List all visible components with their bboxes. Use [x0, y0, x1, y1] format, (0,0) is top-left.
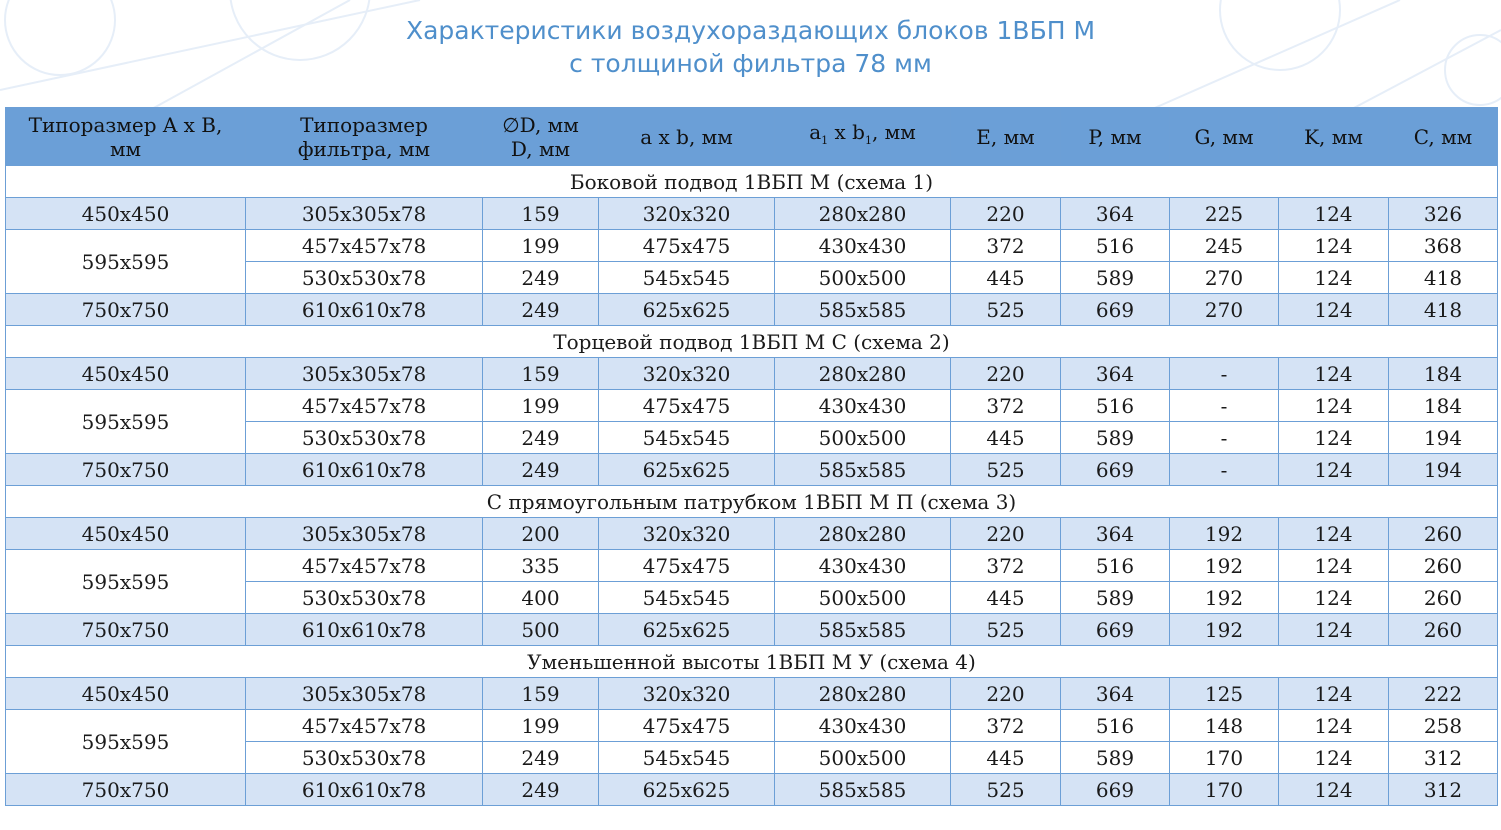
table-cell: 457x457x78 — [246, 550, 483, 582]
table-cell: 249 — [483, 422, 599, 454]
table-cell: 124 — [1279, 422, 1389, 454]
table-cell: 199 — [483, 710, 599, 742]
table-cell: 500x500 — [775, 262, 951, 294]
table-cell: 475x475 — [599, 710, 775, 742]
table-cell: 610x610x78 — [246, 774, 483, 806]
table-cell: 124 — [1279, 710, 1389, 742]
table-cell: 335 — [483, 550, 599, 582]
table-cell: 595x595 — [6, 550, 246, 614]
table-cell: 516 — [1061, 710, 1170, 742]
table-cell: 500x500 — [775, 582, 951, 614]
table-cell: 194 — [1389, 454, 1498, 486]
table-row — [6, 358, 1498, 390]
table-cell: 192 — [1170, 550, 1279, 582]
table-cell: 225 — [1170, 198, 1279, 230]
table-cell: 368 — [1389, 230, 1498, 262]
table-cell: 220 — [951, 518, 1061, 550]
table-cell: 192 — [1170, 582, 1279, 614]
table-cell: 124 — [1279, 518, 1389, 550]
table-cell: 260 — [1389, 550, 1498, 582]
table-cell: 192 — [1170, 518, 1279, 550]
table-cell: 305x305x78 — [246, 358, 483, 390]
table-cell: 500 — [483, 614, 599, 646]
header-a1b1-sub1: 1 — [821, 134, 829, 147]
table-cell: 585x585 — [775, 294, 951, 326]
table-cell: 124 — [1279, 294, 1389, 326]
table-cell: 260 — [1389, 614, 1498, 646]
table-body — [6, 166, 1498, 806]
table-cell: 372 — [951, 550, 1061, 582]
table-cell: 400 — [483, 582, 599, 614]
table-cell: 220 — [951, 678, 1061, 710]
table-cell: 625x625 — [599, 454, 775, 486]
header-size-line1: Типоразмер A x B, — [28, 112, 223, 137]
table-cell: 585x585 — [775, 454, 951, 486]
table-cell: 184 — [1389, 358, 1498, 390]
table-cell: 530x530x78 — [246, 262, 483, 294]
table-cell: 610x610x78 — [246, 294, 483, 326]
table-row — [6, 518, 1498, 550]
table-cell: 305x305x78 — [246, 518, 483, 550]
table-cell: 516 — [1061, 230, 1170, 262]
table-cell: 669 — [1061, 774, 1170, 806]
table-cell: 320x320 — [599, 198, 775, 230]
table-cell: 595x595 — [6, 710, 246, 774]
table-cell: - — [1170, 422, 1279, 454]
table-cell: 475x475 — [599, 230, 775, 262]
table-cell: 124 — [1279, 262, 1389, 294]
table-cell: 124 — [1279, 774, 1389, 806]
table-cell: 249 — [483, 294, 599, 326]
table-cell: 750x750 — [6, 774, 246, 806]
table-cell: 445 — [951, 262, 1061, 294]
table-cell: 159 — [483, 358, 599, 390]
table-cell: 430x430 — [775, 230, 951, 262]
table-cell: - — [1170, 390, 1279, 422]
table-cell: 124 — [1279, 390, 1389, 422]
table-cell: 585x585 — [775, 774, 951, 806]
table-row — [6, 390, 1498, 422]
table-cell: 669 — [1061, 454, 1170, 486]
header-diameter-line2: D, мм — [510, 136, 571, 161]
header-c: C, мм — [1389, 108, 1498, 166]
table-cell: 372 — [951, 710, 1061, 742]
section-header-row — [6, 486, 1498, 518]
table-cell: 516 — [1061, 550, 1170, 582]
table-cell: 475x475 — [599, 390, 775, 422]
table-cell: 124 — [1279, 550, 1389, 582]
table-cell: 457x457x78 — [246, 230, 483, 262]
section-header-row — [6, 166, 1498, 198]
table-cell: 372 — [951, 230, 1061, 262]
table-cell: 610x610x78 — [246, 614, 483, 646]
table-cell: 270 — [1170, 294, 1279, 326]
table-cell: 192 — [1170, 614, 1279, 646]
table-row — [6, 710, 1498, 742]
table-cell: 124 — [1279, 582, 1389, 614]
table-cell: 159 — [483, 678, 599, 710]
table-cell: 500x500 — [775, 422, 951, 454]
table-cell: 625x625 — [599, 774, 775, 806]
table-cell: 545x545 — [599, 262, 775, 294]
table-cell: 595x595 — [6, 390, 246, 454]
table-row — [6, 454, 1498, 486]
table-cell: 589 — [1061, 262, 1170, 294]
table-cell: 545x545 — [599, 582, 775, 614]
table-cell: 312 — [1389, 742, 1498, 774]
table-cell: 270 — [1170, 262, 1279, 294]
table-cell: 589 — [1061, 742, 1170, 774]
header-filter-line1: Типоразмер — [300, 112, 428, 137]
table-cell: 305x305x78 — [246, 198, 483, 230]
table-cell: 364 — [1061, 358, 1170, 390]
table-row — [6, 550, 1498, 582]
title-line-1: Характеристики воздухораздающих блоков 1ВБП М — [405, 16, 1096, 45]
table-cell: 457x457x78 — [246, 710, 483, 742]
table-row — [6, 614, 1498, 646]
header-size-line2: мм — [109, 136, 142, 161]
table-cell: 445 — [951, 742, 1061, 774]
section-title: С прямоугольным патрубком 1ВБП М П (схема 3) — [6, 486, 1498, 518]
table-cell: 750x750 — [6, 614, 246, 646]
table-cell: 124 — [1279, 678, 1389, 710]
table-cell: 585x585 — [775, 614, 951, 646]
table-cell: 669 — [1061, 614, 1170, 646]
section-title: Уменьшенной высоты 1ВБП М У (схема 4) — [6, 646, 1498, 678]
table-cell: 525 — [951, 454, 1061, 486]
table-header-row — [6, 108, 1498, 166]
table-cell: 750x750 — [6, 294, 246, 326]
header-axb: a x b, мм — [599, 108, 775, 166]
section-title: Боковой подвод 1ВБП М (схема 1) — [6, 166, 1498, 198]
table-cell: 124 — [1279, 198, 1389, 230]
table-cell: 525 — [951, 294, 1061, 326]
table-cell: 364 — [1061, 518, 1170, 550]
header-p: P, мм — [1061, 108, 1170, 166]
table-row — [6, 230, 1498, 262]
table-cell: 280x280 — [775, 678, 951, 710]
specifications-table — [5, 107, 1498, 806]
table-cell: 372 — [951, 390, 1061, 422]
table-cell: 320x320 — [599, 358, 775, 390]
section-header-row — [6, 646, 1498, 678]
table-cell: 320x320 — [599, 518, 775, 550]
table-cell: 450x450 — [6, 198, 246, 230]
table-cell: 124 — [1279, 358, 1389, 390]
table-cell: 199 — [483, 230, 599, 262]
header-a1b1-sub2: 1 — [864, 134, 872, 147]
table-cell: 750x750 — [6, 454, 246, 486]
table-cell: 124 — [1279, 614, 1389, 646]
table-cell: 610x610x78 — [246, 454, 483, 486]
table-cell: 525 — [951, 614, 1061, 646]
table-cell: 159 — [483, 198, 599, 230]
table-cell: 148 — [1170, 710, 1279, 742]
header-k: K, мм — [1279, 108, 1389, 166]
table-cell: 258 — [1389, 710, 1498, 742]
table-cell: 200 — [483, 518, 599, 550]
table-cell: 545x545 — [599, 742, 775, 774]
table-cell: 530x530x78 — [246, 422, 483, 454]
table-cell: 457x457x78 — [246, 390, 483, 422]
table-cell: 170 — [1170, 774, 1279, 806]
header-a1b1-unit: , мм — [871, 120, 916, 144]
table-cell: 625x625 — [599, 614, 775, 646]
header-filter — [246, 108, 483, 166]
table-cell: 249 — [483, 454, 599, 486]
table-cell: 245 — [1170, 230, 1279, 262]
table-cell: 280x280 — [775, 518, 951, 550]
table-cell: 530x530x78 — [246, 582, 483, 614]
table-cell: 530x530x78 — [246, 742, 483, 774]
table-cell: 170 — [1170, 742, 1279, 774]
table-cell: 418 — [1389, 262, 1498, 294]
table-cell: 220 — [951, 198, 1061, 230]
table-cell: 260 — [1389, 518, 1498, 550]
header-size — [6, 108, 246, 166]
table-cell: 516 — [1061, 390, 1170, 422]
table-cell: 445 — [951, 582, 1061, 614]
table-cell: 545x545 — [599, 422, 775, 454]
table-row — [6, 678, 1498, 710]
table-cell: 124 — [1279, 230, 1389, 262]
table-cell: 222 — [1389, 678, 1498, 710]
table-cell: 450x450 — [6, 518, 246, 550]
table-cell: 312 — [1389, 774, 1498, 806]
table-cell: 475x475 — [599, 550, 775, 582]
table-cell: 124 — [1279, 742, 1389, 774]
header-diameter — [483, 108, 599, 166]
table-cell: - — [1170, 454, 1279, 486]
header-e: E, мм — [951, 108, 1061, 166]
table-cell: 430x430 — [775, 390, 951, 422]
table-cell: 450x450 — [6, 358, 246, 390]
table-cell: 249 — [483, 774, 599, 806]
table-row — [6, 774, 1498, 806]
table-cell: 280x280 — [775, 198, 951, 230]
table-cell: 125 — [1170, 678, 1279, 710]
page-title — [0, 14, 1501, 80]
table-cell: 249 — [483, 262, 599, 294]
table-cell: 199 — [483, 390, 599, 422]
table-cell: 220 — [951, 358, 1061, 390]
table-row — [6, 198, 1498, 230]
table-cell: 194 — [1389, 422, 1498, 454]
table-cell: 525 — [951, 774, 1061, 806]
table-cell: 320x320 — [599, 678, 775, 710]
table-cell: 124 — [1279, 454, 1389, 486]
section-header-row — [6, 326, 1498, 358]
table-cell: 249 — [483, 742, 599, 774]
table-cell: 430x430 — [775, 550, 951, 582]
table-cell: 500x500 — [775, 742, 951, 774]
header-a1b1 — [775, 108, 951, 166]
table-cell: 326 — [1389, 198, 1498, 230]
table-cell: 364 — [1061, 678, 1170, 710]
table-cell: 430x430 — [775, 710, 951, 742]
header-g: G, мм — [1170, 108, 1279, 166]
table-cell: 450x450 — [6, 678, 246, 710]
header-filter-line2: фильтра, мм — [297, 136, 431, 161]
section-title: Торцевой подвод 1ВБП М С (схема 2) — [6, 326, 1498, 358]
table-cell: 589 — [1061, 582, 1170, 614]
table-cell: 305x305x78 — [246, 678, 483, 710]
table-cell: 364 — [1061, 198, 1170, 230]
table-cell: 625x625 — [599, 294, 775, 326]
title-line-2: с толщиной фильтра 78 мм — [569, 49, 932, 78]
table-row — [6, 294, 1498, 326]
table-cell: 445 — [951, 422, 1061, 454]
header-a1b1-b: x b — [828, 120, 865, 144]
table-cell: 669 — [1061, 294, 1170, 326]
table-cell: - — [1170, 358, 1279, 390]
header-a1b1-a: a — [809, 120, 822, 144]
table-cell: 280x280 — [775, 358, 951, 390]
table-cell: 418 — [1389, 294, 1498, 326]
header-diameter-line1: ∅D, мм — [502, 112, 579, 137]
table-cell: 260 — [1389, 582, 1498, 614]
table-cell: 589 — [1061, 422, 1170, 454]
table-cell: 184 — [1389, 390, 1498, 422]
table-cell: 595x595 — [6, 230, 246, 294]
